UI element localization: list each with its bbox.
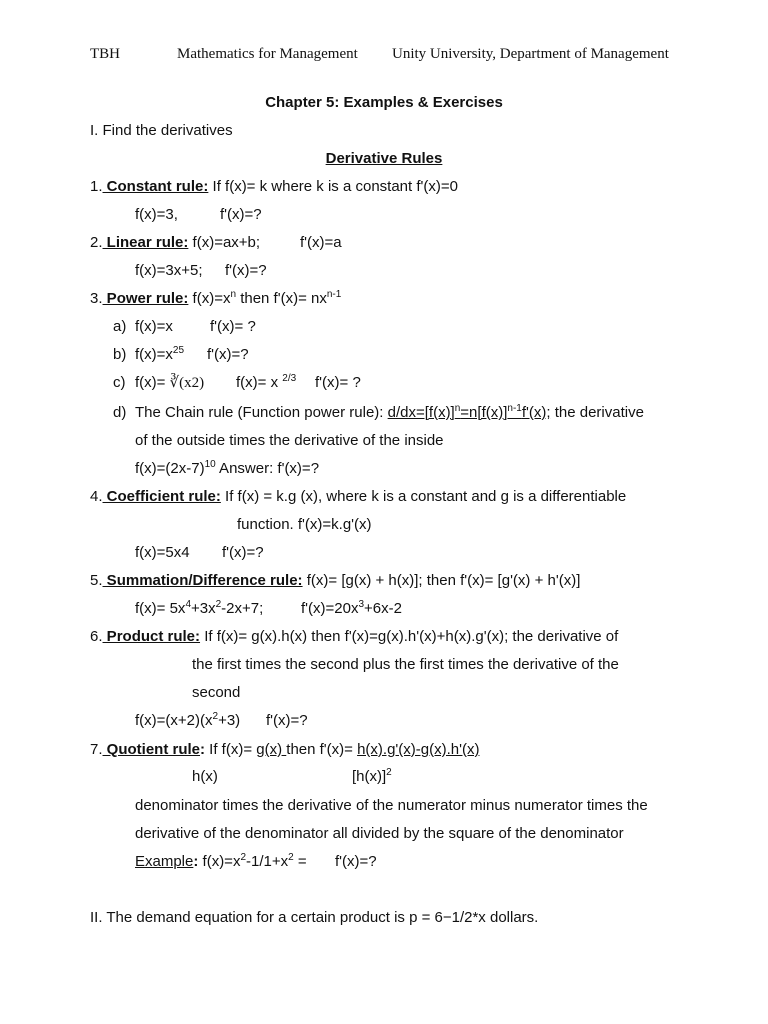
superscript: 4 — [185, 599, 191, 610]
function-text: f(x)= 5x — [135, 600, 186, 617]
rule-text: then f'(x)= nx — [236, 290, 327, 307]
rule-quotient-explanation-1: denominator times the derivative of the numerator minus numerator times the — [135, 797, 648, 814]
rule-number: 1. — [90, 178, 103, 195]
rule-number: 4. — [90, 488, 103, 505]
rule-name: Linear rule: — [102, 234, 189, 251]
function-text: f(x)=x — [135, 346, 173, 363]
power-item-a-label: a) — [113, 318, 127, 335]
rule-name: Constant rule: — [102, 178, 209, 195]
function-text: f(x)=x — [198, 853, 241, 870]
rule-number: 2. — [90, 234, 103, 251]
superscript: n — [454, 403, 461, 414]
rule-name: Power rule: — [102, 290, 189, 307]
rule-quotient-example — [135, 853, 307, 871]
rule-text: f(x)=x — [188, 290, 231, 307]
function-text: +6x-2 — [364, 600, 402, 617]
rule-number: 6. — [90, 628, 103, 645]
rule-product-example-derivative: f'(x)=? — [266, 712, 308, 729]
rule-constant-example — [135, 206, 178, 224]
power-item-c-function — [135, 374, 204, 392]
formula-part: f'(x); — [521, 404, 551, 421]
rule-power — [90, 290, 341, 308]
function-text: f(x)= x — [236, 374, 283, 391]
superscript: 2 — [288, 852, 294, 863]
chain-rule-text: the derivative — [550, 404, 644, 421]
rule-constant-example-derivative: f'(x)=? — [220, 206, 262, 223]
rule-name: Summation/Difference rule: — [102, 572, 303, 589]
superscript: 3 — [358, 599, 365, 610]
chain-rule-formula — [388, 404, 551, 421]
power-item-d-example — [135, 460, 319, 478]
rule-constant — [90, 178, 458, 196]
power-item-b-label: b) — [113, 346, 127, 363]
rule-name: Product rule: — [102, 628, 201, 645]
superscript: 2 — [212, 711, 219, 722]
power-item-b-function — [135, 346, 184, 364]
section-2-problem: II. The demand equation for a certain product is p = 6−1/2*x dollars. — [90, 909, 539, 926]
function-text: +3x — [191, 600, 216, 617]
formula-part: =n[f(x)] — [460, 404, 508, 421]
function-text: [h(x)] — [352, 768, 387, 785]
power-item-c-exponent-form — [236, 374, 296, 392]
rule-linear-example-derivative: f'(x)=? — [225, 262, 267, 279]
example-function: f(x)=3, — [135, 206, 178, 223]
quotient-derivative-numerator: h(x).g'(x)-g(x).h'(x) — [357, 741, 480, 758]
power-item-a-derivative: f'(x)= ? — [210, 318, 256, 335]
rule-colon: : — [200, 741, 206, 758]
superscript: 2 — [215, 599, 222, 610]
power-item-b-derivative: f'(x)=? — [207, 346, 249, 363]
rule-product-example — [135, 712, 240, 730]
function-text: f(x)=(2x-7) — [135, 460, 205, 477]
rule-text: If f(x)= — [205, 741, 257, 758]
rule-summation-example-derivative — [301, 600, 402, 618]
superscript: 2/3 — [282, 373, 297, 384]
rule-product — [90, 628, 618, 646]
rules-heading: Derivative Rules — [325, 150, 443, 167]
rule-text: f(x)=ax+b; — [188, 234, 261, 251]
formula-part: d/dx=[f(x)] — [387, 404, 455, 421]
rule-text: If f(x) = k.g (x), where k is a constant and g is a differentiable — [220, 488, 627, 505]
function-text: = — [293, 853, 307, 870]
rule-number: 3. — [90, 290, 103, 307]
function-text: f(x)= — [135, 374, 170, 391]
superscript: n — [230, 289, 237, 300]
rule-product-line2: the first times the second plus the first times the derivative of the — [192, 656, 619, 673]
chapter-title: Chapter 5: Examples & Exercises — [265, 94, 503, 111]
cube-root-expression: ∛(x2) — [169, 375, 205, 391]
rule-text: then f'(x)= — [286, 741, 358, 758]
rule-quotient-explanation-2: derivative of the denominator all divided by the square of the denominator — [135, 825, 624, 842]
header-institution: Unity University, Department of Management — [392, 46, 669, 62]
rule-text: f(x)= [g(x) + h(x)]; then f'(x)= [g'(x) + h'(x)] — [302, 572, 581, 589]
function-text: f(x)=(x+2)(x — [135, 712, 213, 729]
header-left: TBH — [90, 46, 120, 62]
rule-coefficient-example: f(x)=5x4 — [135, 544, 190, 561]
power-item-c-label: c) — [113, 374, 126, 391]
example-label: Example — [135, 853, 194, 870]
rule-summation-example — [135, 600, 263, 618]
rule-product-line3: second — [192, 684, 241, 701]
rule-name: Coefficient rule: — [102, 488, 221, 505]
function-text: -1/1+x — [246, 853, 289, 870]
rule-name: Quotient rule — [102, 741, 201, 758]
superscript: n-1 — [326, 289, 342, 300]
rule-number: 5. — [90, 572, 103, 589]
superscript: 10 — [204, 459, 216, 470]
quotient-denominator-squared — [352, 768, 392, 786]
rule-coefficient — [90, 488, 626, 506]
power-item-c-derivative: f'(x)= ? — [315, 374, 361, 391]
quotient-numerator-g: g(x) — [256, 741, 287, 758]
superscript: 25 — [172, 345, 185, 356]
answer-text: Answer: f'(x)=? — [215, 460, 320, 477]
superscript: 2 — [386, 767, 392, 778]
superscript: n-1 — [507, 403, 522, 414]
superscript: 2 — [240, 852, 247, 863]
rule-quotient-example-derivative: f'(x)=? — [335, 853, 377, 870]
power-item-a-function: f(x)=x — [135, 318, 173, 335]
rule-linear-derivative: f'(x)=a — [300, 234, 342, 251]
rule-text: If f(x)= g(x).h(x) then f'(x)=g(x).h'(x)+h(x).g'(x); the derivative of — [200, 628, 619, 645]
quotient-denominator-h: h(x) — [192, 768, 218, 785]
function-text: -2x+7; — [221, 600, 264, 617]
function-text: f'(x)=20x — [301, 600, 359, 617]
rule-text: If f(x)= k where k is a constant f'(x)=0 — [208, 178, 458, 195]
power-item-d-chain-rule — [135, 404, 644, 422]
rule-linear — [90, 234, 260, 252]
power-item-d-label: d) — [113, 404, 127, 421]
example-colon: : — [193, 853, 199, 870]
header-course: Mathematics for Management — [177, 46, 358, 62]
rule-summation — [90, 572, 580, 590]
rule-number: 7. — [90, 741, 103, 758]
rule-coefficient-example-derivative: f'(x)=? — [222, 544, 264, 561]
section-1-heading: I. Find the derivatives — [90, 122, 233, 139]
rule-linear-example: f(x)=3x+5; — [135, 262, 203, 279]
chain-rule-text: The Chain rule (Function power rule): — [135, 404, 388, 421]
rule-quotient — [90, 741, 479, 759]
rule-coefficient-line2: function. f'(x)=k.g'(x) — [237, 516, 372, 533]
function-text: +3) — [218, 712, 241, 729]
power-item-d-explanation: of the outside times the derivative of the inside — [135, 432, 444, 449]
